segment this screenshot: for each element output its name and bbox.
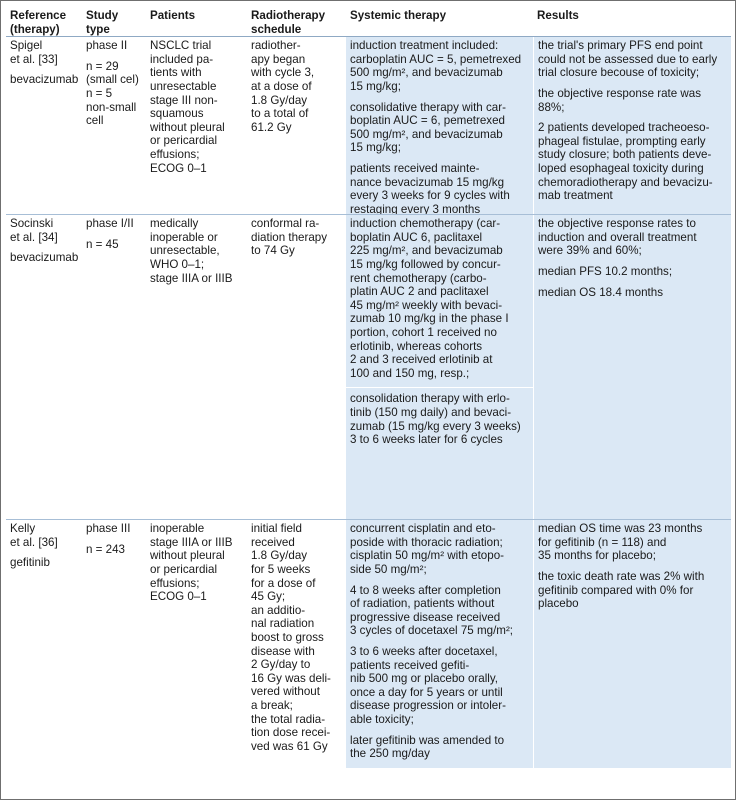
cell-results	[533, 520, 731, 768]
text-line: phase III	[86, 522, 131, 536]
text-line: the toxic death rate was 2% with	[538, 569, 705, 583]
cell-radiotherapy-schedule	[247, 37, 346, 214]
text-line: medically	[150, 217, 199, 231]
cell-patients	[146, 520, 247, 768]
text-line: zumab 10 mg/kg in the phase I	[350, 312, 509, 326]
cell-paragraph	[538, 39, 727, 80]
text-line: diation therapy	[251, 230, 328, 244]
text-line: placebo	[538, 597, 579, 611]
header-patients	[146, 6, 247, 36]
text-line: progressive disease received	[350, 610, 501, 624]
header-study-type	[82, 6, 146, 36]
header-reference	[6, 6, 82, 36]
text-line: tients with	[150, 66, 202, 80]
text-line: study closure; both patients deve-	[538, 148, 712, 162]
cell-paragraph	[538, 121, 727, 203]
cell-systemic-therapy	[346, 520, 533, 768]
clinical-trials-table	[6, 6, 731, 768]
cell-paragraph	[251, 39, 342, 134]
header-systemic-therapy	[346, 6, 533, 36]
text-line: 45 mg/m² weekly with bevaci-	[350, 298, 503, 312]
text-line: median OS time was 23 months	[538, 522, 703, 536]
text-line: squamous	[150, 107, 204, 121]
text-line: conformal ra-	[251, 217, 320, 231]
table-row	[6, 214, 731, 519]
text-line: 1.8 Gy/day	[251, 93, 308, 107]
cell-paragraph	[251, 522, 342, 753]
text-line: disease progression or intoler-	[350, 699, 506, 713]
text-line: with cycle 3,	[251, 66, 315, 80]
text-line: for gefitinib (n = 118) and	[538, 535, 667, 549]
text-line: tion dose recei-	[251, 726, 331, 740]
text-line: ECOG 0–1	[150, 590, 207, 604]
table-body	[6, 37, 731, 768]
text-line: Spigel	[10, 39, 43, 53]
text-line: nal radiation	[251, 617, 315, 631]
text-line: a break;	[251, 698, 293, 712]
cell-paragraph	[10, 217, 78, 244]
text-line: 1.8 Gy/day	[251, 549, 308, 563]
text-line: patients received mainte-	[350, 161, 480, 175]
text-line: platin AUC 2 and paclitaxel	[350, 285, 489, 299]
header-line: (therapy)	[10, 22, 60, 36]
text-line: without pleural	[150, 120, 225, 134]
text-line: for a dose of	[251, 576, 316, 590]
text-line: the objective response rate was	[538, 86, 702, 100]
cell-paragraph	[86, 39, 142, 53]
text-line: the trial's primary PFS end point	[538, 39, 703, 53]
subsection-divider	[346, 387, 533, 388]
cell-paragraph	[538, 570, 727, 611]
cell-radiotherapy-schedule	[247, 215, 346, 519]
cell-systemic-therapy	[346, 37, 533, 214]
text-line: boost to gross	[251, 630, 324, 644]
text-line: phase I/II	[86, 217, 134, 231]
text-line: concurrent cisplatin and eto-	[350, 522, 496, 536]
cell-patients	[146, 37, 247, 214]
text-line: later gefitinib was amended to	[350, 733, 505, 747]
text-line: non-small	[86, 100, 137, 114]
cell-study-type	[82, 520, 146, 768]
text-line: side 50 mg/m²;	[350, 562, 427, 576]
cell-paragraph	[350, 101, 529, 155]
text-line: the 250 mg/day	[350, 747, 430, 761]
text-line: 2 patients developed tracheoeso-	[538, 121, 710, 135]
text-line: 3 to 6 weeks after docetaxel,	[350, 644, 498, 658]
text-line: an additio-	[251, 603, 306, 617]
text-line: gefitinib	[10, 556, 50, 570]
cell-paragraph	[350, 392, 529, 446]
text-line: to a total of	[251, 107, 309, 121]
text-line: mab treatment	[538, 189, 613, 203]
header-line: Systemic therapy	[350, 9, 447, 22]
text-line: phase II	[86, 39, 128, 53]
text-line: bevacizumab	[10, 73, 79, 87]
text-line: cisplatin 50 mg/m² with etopo-	[350, 549, 505, 563]
text-line: ECOG 0–1	[150, 161, 207, 175]
text-line: nance bevacizumab 15 mg/kg	[350, 175, 505, 189]
text-line: rent chemotherapy (carbo-	[350, 271, 487, 285]
text-line: of radiation, patients without	[350, 597, 495, 611]
text-line: included pa-	[150, 52, 214, 66]
cell-paragraph	[350, 39, 529, 93]
header-results	[533, 6, 731, 36]
text-line: disease with	[251, 644, 315, 658]
cell-reference	[6, 520, 82, 768]
text-line: et al. [33]	[10, 52, 58, 66]
text-line: carboplatin AUC = 5, pemetrexed	[350, 52, 522, 66]
cell-paragraph	[538, 286, 727, 300]
text-line: n = 243	[86, 542, 126, 556]
text-line: at a dose of	[251, 79, 312, 93]
text-line: et al. [36]	[10, 535, 58, 549]
text-line: n = 45	[86, 237, 119, 251]
text-line: to 74 Gy	[251, 244, 295, 258]
text-line: initial field	[251, 522, 302, 536]
text-line: 35 months for placebo;	[538, 549, 656, 563]
text-line: inoperable	[150, 522, 205, 536]
text-line: received	[251, 535, 295, 549]
text-line: 61.2 Gy	[251, 120, 292, 134]
cell-study-type	[82, 215, 146, 519]
text-line: the total radia-	[251, 712, 326, 726]
text-line: induction and overall treatment	[538, 230, 697, 244]
cell-paragraph	[350, 217, 529, 380]
cell-patients	[146, 215, 247, 519]
text-line: restaging every 3 months	[350, 202, 481, 215]
text-line: once a day for 5 years or until	[350, 685, 503, 699]
text-line: were 39% and 60%;	[538, 244, 642, 258]
text-line: effusions;	[150, 576, 200, 590]
text-line: Kelly	[10, 522, 36, 536]
text-line: could not be assessed due to early	[538, 52, 718, 66]
text-line: 225 mg/m², and bevacizumab	[350, 244, 503, 258]
text-line: without pleural	[150, 549, 225, 563]
text-line: inoperable or	[150, 230, 218, 244]
text-line: 4 to 8 weeks after completion	[350, 583, 501, 597]
text-line: 2 Gy/day to	[251, 658, 311, 672]
text-line: NSCLC trial	[150, 39, 212, 53]
header-line: Results	[537, 9, 579, 22]
cell-paragraph	[10, 39, 78, 66]
cell-paragraph	[86, 543, 142, 557]
text-line: unresectable,	[150, 244, 220, 258]
cell-paragraph	[538, 217, 727, 258]
text-line: induction treatment included:	[350, 39, 499, 53]
cell-paragraph	[150, 217, 243, 285]
text-line: induction chemotherapy (car-	[350, 217, 501, 231]
text-line: 3 to 6 weeks later for 6 cycles	[350, 433, 503, 447]
cell-paragraph	[150, 522, 243, 604]
table-header-row	[6, 6, 731, 37]
text-line: poside with thoracic radiation;	[350, 535, 503, 549]
cell-paragraph	[10, 522, 78, 549]
text-line: or pericardial	[150, 562, 218, 576]
text-line: consolidative therapy with car-	[350, 100, 506, 114]
cell-paragraph	[10, 556, 78, 570]
text-line: tinib (150 mg daily) and bevaci-	[350, 405, 512, 419]
cell-paragraph	[350, 162, 529, 214]
cell-paragraph	[350, 645, 529, 727]
text-line: for 5 weeks	[251, 562, 311, 576]
cell-paragraph	[538, 522, 727, 563]
text-line: zumab (15 mg/kg every 3 weeks)	[350, 419, 521, 433]
text-line: boplatin AUC 6, paclitaxel	[350, 230, 483, 244]
text-line: trial closure becouse of toxicity;	[538, 66, 700, 80]
cell-paragraph	[86, 238, 142, 252]
text-line: stage IIIA or IIIB	[150, 271, 233, 285]
cell-paragraph	[350, 734, 529, 761]
text-line: 15 mg/kg followed by concur-	[350, 257, 501, 271]
cell-study-type	[82, 37, 146, 214]
text-line: median PFS 10.2 months;	[538, 264, 673, 278]
header-line: Study	[86, 9, 119, 22]
text-line: loped esophageal toxicity during	[538, 161, 704, 175]
header-line: Reference	[10, 9, 67, 22]
text-line: 15 mg/kg;	[350, 79, 401, 93]
text-line: patients received gefiti-	[350, 658, 470, 672]
text-line: 15 mg/kg;	[350, 141, 401, 155]
text-line: apy began	[251, 52, 306, 66]
cell-paragraph	[538, 265, 727, 279]
text-line: 500 mg/m², and bevacizumab	[350, 127, 503, 141]
text-line: 3 cycles of docetaxel 75 mg/m²;	[350, 624, 514, 638]
text-line: Socinski	[10, 217, 54, 231]
cell-results	[533, 215, 731, 519]
text-line: ved was 61 Gy	[251, 739, 328, 753]
cell-reference	[6, 215, 82, 519]
text-line: stage IIIA or IIIB	[150, 535, 233, 549]
text-line: (small cel)	[86, 73, 139, 87]
text-line: 500 mg/m², and bevacizumab	[350, 66, 503, 80]
text-line: vered without	[251, 685, 320, 699]
text-line: the objective response rates to	[538, 217, 696, 231]
header-line: Patients	[150, 9, 196, 22]
cell-paragraph	[86, 522, 142, 536]
header-line: schedule	[251, 22, 302, 36]
text-line: n = 5	[86, 86, 113, 100]
cell-paragraph	[10, 73, 78, 87]
text-line: unresectable	[150, 79, 217, 93]
text-line: boplatin AUC = 6, pemetrexed	[350, 114, 505, 128]
cell-paragraph	[251, 217, 342, 258]
cell-paragraph	[150, 39, 243, 175]
cell-paragraph	[10, 251, 78, 265]
text-line: 45 Gy;	[251, 590, 286, 604]
cell-systemic-therapy	[346, 215, 533, 519]
text-line: every 3 weeks for 9 cycles with	[350, 189, 510, 203]
text-line: 100 and 150 mg, resp.;	[350, 366, 470, 380]
text-line: n = 29	[86, 59, 119, 73]
text-line: 88%;	[538, 100, 565, 114]
text-line: 2 and 3 received erlotinib at	[350, 353, 493, 367]
text-line: portion, cohort 1 received no	[350, 325, 497, 339]
cell-paragraph	[86, 60, 142, 128]
cell-results	[533, 37, 731, 214]
header-line: Radiotherapy	[251, 9, 326, 22]
table-row	[6, 37, 731, 214]
text-line: nib 500 mg or placebo orally,	[350, 672, 499, 686]
cell-paragraph	[538, 87, 727, 114]
header-line: type	[86, 22, 110, 36]
table-row	[6, 519, 731, 768]
text-line: cell	[86, 114, 104, 128]
text-line: bevacizumab	[10, 251, 79, 265]
text-line: et al. [34]	[10, 230, 58, 244]
text-line: radiother-	[251, 39, 301, 53]
text-line: chemoradiotherapy and bevacizu-	[538, 175, 713, 189]
text-line: or pericardial	[150, 134, 218, 148]
text-line: stage III non-	[150, 93, 218, 107]
text-line: phageal fistulae, prompting early	[538, 134, 706, 148]
cell-paragraph	[350, 522, 529, 576]
text-line: effusions;	[150, 147, 200, 161]
text-line: consolidation therapy with erlo-	[350, 392, 510, 406]
cell-radiotherapy-schedule	[247, 520, 346, 768]
cell-reference	[6, 37, 82, 214]
header-radiotherapy-schedule	[247, 6, 346, 36]
text-line: 16 Gy was deli-	[251, 671, 331, 685]
text-line: able toxicity;	[350, 712, 414, 726]
cell-paragraph	[350, 584, 529, 638]
text-line: gefitinib compared with 0% for	[538, 583, 694, 597]
text-line: erlotinib, whereas cohorts	[350, 339, 483, 353]
text-line: median OS 18.4 months	[538, 285, 664, 299]
cell-paragraph	[86, 217, 142, 231]
text-line: WHO 0–1;	[150, 257, 205, 271]
